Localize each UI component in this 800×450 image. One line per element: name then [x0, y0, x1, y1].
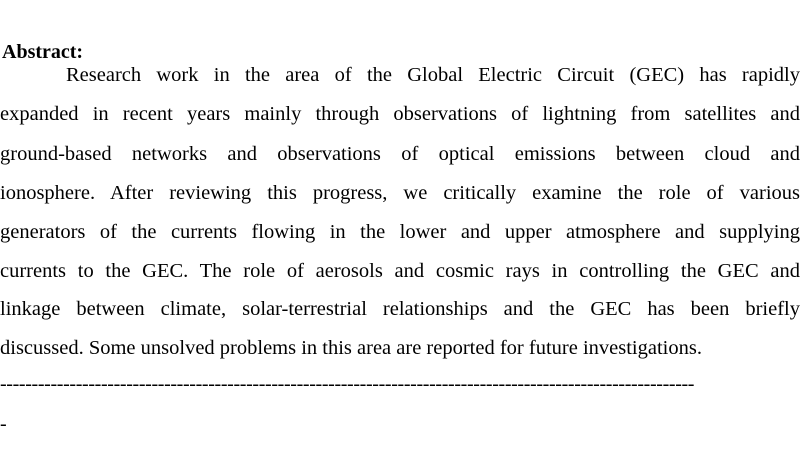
abstract-line-3: ground-based networks and observations of optical emissions between cloud and: [0, 143, 800, 165]
abstract-line-5: generators of the currents flowing in the lower and upper atmosphere and supplying: [0, 221, 800, 243]
separator-dashes: --------------------------------------------------------------------------------------------------------------: [0, 373, 695, 395]
abstract-line-8: discussed. Some unsolved problems in this area are reported for future investigations.: [0, 337, 702, 359]
abstract-line-2: expanded in recent years mainly through observations of lightning from satellites and: [0, 103, 800, 125]
abstract-line-6: currents to the GEC. The role of aerosols and cosmic rays in controlling the GEC and: [0, 260, 800, 282]
abstract-line-1: Research work in the area of the Global Electric Circuit (GEC) has rapidly: [66, 64, 800, 86]
abstract-heading: Abstract:: [2, 41, 84, 63]
separator-dash-continuation: -: [0, 413, 7, 435]
abstract-line-4: ionosphere. After reviewing this progress, we critically examine the role of various: [0, 182, 800, 204]
abstract-line-7: linkage between climate, solar-terrestrial relationships and the GEC has been briefly: [0, 298, 800, 320]
